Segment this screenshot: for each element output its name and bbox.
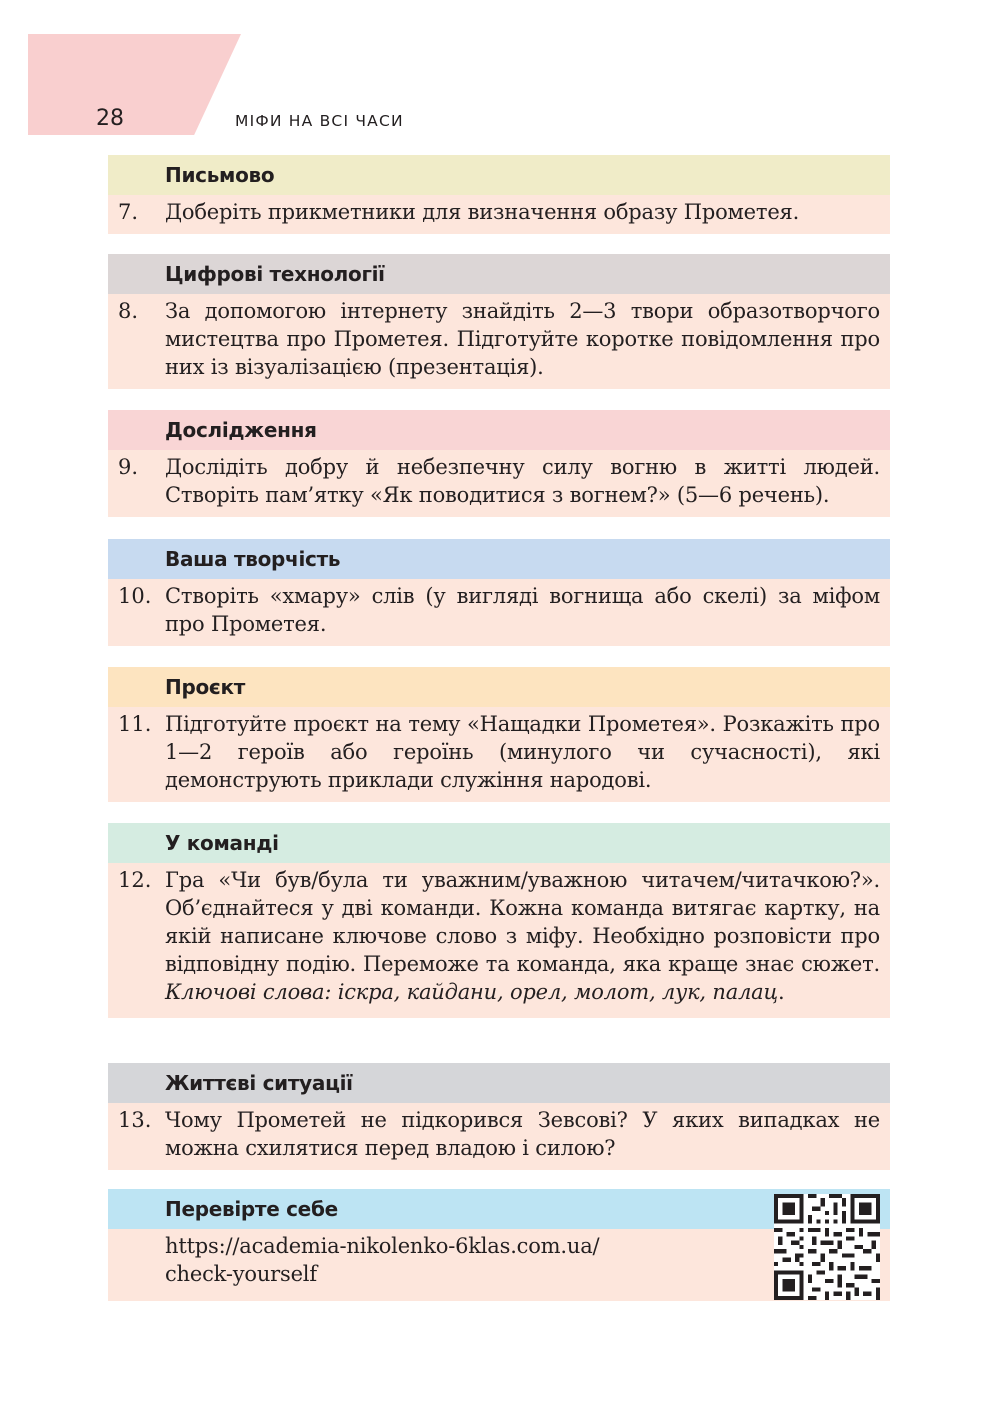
section-team <box>108 823 890 1018</box>
section-life <box>108 1063 890 1170</box>
check-url-line1: https://academia-nikolenko-6klas.com.ua/ <box>165 1234 600 1258</box>
check-url-line2: check-yourself <box>165 1262 317 1286</box>
section-written <box>108 155 890 234</box>
task-text: За допомогою інтернету знайдіть 2—3 твори образотворчого мистецтва про Прометея. Підготуйте коротке повідомлення про них із візуалізацією (презентація). <box>165 299 880 379</box>
page-number: 28 <box>96 106 124 131</box>
task-number: 12. <box>118 868 152 892</box>
running-title: МІФИ НА ВСІ ЧАСИ <box>235 112 404 130</box>
task-text: Дослідіть добру й небезпечну силу вогню в житті людей. Створіть пам’ятку «Як поводитися з вогнем?» (5—6 речень). <box>165 455 880 507</box>
check-body <box>108 1229 890 1301</box>
section-research <box>108 410 890 517</box>
section-check <box>108 1189 890 1301</box>
task-text: Доберіть прикметники для визначення образу Прометея. <box>165 200 800 224</box>
task <box>108 707 890 802</box>
task-number: 13. <box>118 1108 152 1132</box>
task-text-main: Гра «Чи був/була ти уважним/уважною читачем/читачкою?». Об’єднайтеся у дві команди. Кожна команда витягає картку, на якій написане ключове слово з міфу. Необхідно розповісти про відповідну подію. Переможе та команда, яка краще знає сюжет. <box>165 868 880 976</box>
task <box>108 294 890 389</box>
task-text <box>165 866 880 1006</box>
section-heading: Життєві ситуації <box>108 1063 890 1103</box>
task-text: Підготуйте проєкт на тему «Нащадки Прометея». Розкажіть про 1—2 героїв або героїнь (минулого чи сучасності), які демонструють приклади служіння народові. <box>165 712 880 792</box>
section-heading: Цифрові технології <box>108 254 890 294</box>
section-creativity <box>108 539 890 646</box>
task-number: 11. <box>118 712 152 736</box>
section-heading: Письмово <box>108 155 890 195</box>
section-digital <box>108 254 890 389</box>
section-project <box>108 667 890 802</box>
task <box>108 195 890 234</box>
task-number: 7. <box>118 200 139 224</box>
task-text: Створіть «хмару» слів (у вигляді вогнища або скелі) за міфом про Прометея. <box>165 584 880 636</box>
task <box>108 450 890 517</box>
check-link[interactable] <box>165 1232 880 1288</box>
task-number: 8. <box>118 299 139 323</box>
section-heading: Проєкт <box>108 667 890 707</box>
task-text: Чому Прометей не підкорився Зевсові? У яких випадках не можна схилятися перед владою і силою? <box>165 1108 880 1160</box>
task <box>108 863 890 1018</box>
task-number: 9. <box>118 455 139 479</box>
section-heading: У команді <box>108 823 890 863</box>
task-text-end: . <box>777 980 785 1004</box>
section-heading: Дослідження <box>108 410 890 450</box>
section-heading: Ваша творчість <box>108 539 890 579</box>
task-number: 10. <box>118 584 152 608</box>
qr-code-icon[interactable] <box>774 1194 880 1300</box>
keywords: Ключові слова: іскра, кайдани, орел, молот, лук, палац <box>165 980 778 1004</box>
section-heading: Перевірте себе <box>108 1189 890 1229</box>
task <box>108 579 890 646</box>
task <box>108 1103 890 1170</box>
header-tab <box>28 34 241 135</box>
